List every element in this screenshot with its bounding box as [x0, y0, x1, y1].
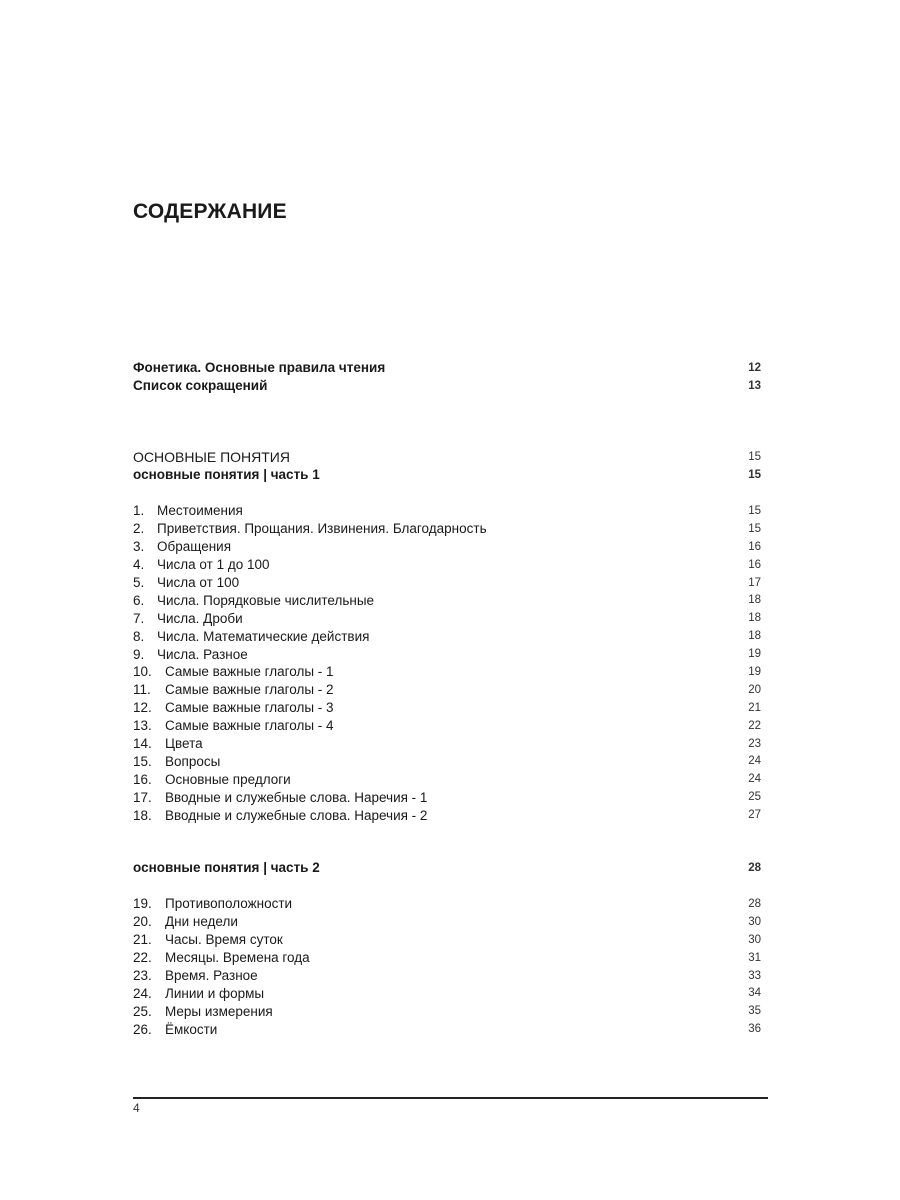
entry-number: 1.	[133, 503, 145, 519]
toc-entry[interactable]	[133, 681, 761, 699]
entry-label: Числа. Дроби	[157, 610, 243, 626]
page-title: СОДЕРЖАНИЕ	[133, 200, 287, 223]
entry-text	[133, 896, 292, 911]
entry-label: Числа. Разное	[157, 646, 248, 662]
entry-label: Вопросы	[165, 753, 221, 769]
entry-page: 15	[748, 504, 761, 517]
toc-entry[interactable]	[133, 931, 761, 949]
entry-label: Список сокращений	[133, 378, 268, 394]
entry-page: 17	[748, 576, 761, 589]
toc-entry[interactable]	[133, 735, 761, 753]
entry-text	[133, 754, 220, 769]
entry-label: Местоимения	[157, 503, 243, 519]
entry-label: Самые важные глаголы - 1	[165, 664, 334, 680]
entry-text	[133, 629, 369, 644]
entry-number: 4.	[133, 557, 145, 573]
entry-number: 8.	[133, 628, 145, 644]
entry-page: 21	[748, 701, 761, 714]
toc-entry[interactable]	[133, 770, 761, 788]
entry-label: Числа. Математические действия	[157, 628, 370, 644]
entry-page: 31	[748, 951, 761, 964]
entry-number: 25.	[133, 1003, 152, 1019]
entry-text	[133, 647, 248, 662]
toc-entry[interactable]	[133, 895, 761, 913]
toc-entry[interactable]	[133, 538, 761, 556]
entry-page: 27	[748, 809, 761, 822]
entry-label: Самые важные глаголы - 3	[165, 700, 334, 716]
part-label: основные понятия | часть 2	[133, 860, 320, 876]
entry-number: 12.	[133, 700, 152, 716]
entry-number: 2.	[133, 521, 145, 537]
entry-label: Дни недели	[165, 914, 238, 930]
entry-page: 30	[748, 915, 761, 928]
entry-page: 18	[748, 612, 761, 625]
entry-text	[133, 808, 427, 823]
entry-text	[133, 736, 203, 751]
entry-number: 23.	[133, 968, 152, 983]
toc-entry[interactable]	[133, 806, 761, 824]
entry-page: 34	[748, 987, 761, 1000]
toc-entry[interactable]	[133, 752, 761, 770]
entry-page: 23	[748, 737, 761, 750]
entry-page: 18	[748, 630, 761, 643]
entry-number: 15.	[133, 753, 152, 769]
entry-page: 12	[748, 361, 761, 374]
entry-number: 17.	[133, 789, 152, 805]
entry-text	[133, 575, 239, 590]
toc-entry[interactable]	[133, 788, 761, 806]
entry-page: 15	[748, 522, 761, 535]
toc-entry[interactable]	[133, 1020, 761, 1038]
entry-page: 19	[748, 665, 761, 678]
section-page: 15	[748, 450, 761, 463]
toc-entry[interactable]	[133, 627, 761, 645]
entry-text	[133, 539, 231, 554]
entry-page: 18	[748, 594, 761, 607]
toc-entry[interactable]	[133, 949, 761, 967]
entry-number: 11.	[133, 682, 151, 698]
entry-label: Основные предлоги	[165, 771, 291, 787]
entry-label: Числа от 100	[157, 575, 240, 590]
part-label: основные понятия | часть 1	[133, 467, 320, 483]
toc-entry[interactable]	[133, 645, 761, 663]
toc-entry-phonetics[interactable]	[133, 359, 761, 377]
entry-page: 19	[748, 648, 761, 661]
section-header-block	[133, 448, 761, 484]
entry-number: 21.	[133, 932, 152, 948]
entry-number: 22.	[133, 950, 152, 966]
entry-page: 25	[748, 791, 761, 804]
toc-entry[interactable]	[133, 591, 761, 609]
entry-number: 3.	[133, 539, 145, 555]
entry-label: Обращения	[157, 539, 232, 555]
entry-label: Часы. Время суток	[165, 932, 283, 948]
entry-text	[133, 772, 291, 787]
entry-page: 20	[748, 683, 761, 696]
entry-text	[133, 790, 427, 805]
entry-text	[133, 503, 243, 518]
toc-entry[interactable]	[133, 574, 761, 592]
entry-number: 16.	[133, 771, 152, 787]
toc-entry[interactable]	[133, 913, 761, 931]
intro-entries	[133, 359, 761, 395]
entry-label: Вводные и служебные слова. Наречия - 2	[165, 807, 428, 823]
entry-page: 24	[748, 755, 761, 768]
entry-text	[133, 682, 334, 697]
toc-entry[interactable]	[133, 967, 761, 985]
toc-entry[interactable]	[133, 520, 761, 538]
part-page: 15	[748, 468, 761, 481]
entry-number: 9.	[133, 646, 145, 662]
entry-page: 30	[748, 933, 761, 946]
entry-text	[133, 664, 334, 679]
page-number: 4	[133, 1101, 140, 1115]
entry-number: 5.	[133, 575, 145, 590]
entry-text	[133, 950, 310, 965]
entry-number: 24.	[133, 985, 152, 1001]
entry-number: 13.	[133, 718, 152, 734]
entry-label: Числа. Порядковые числительные	[157, 592, 375, 608]
entry-label: Приветствия. Прощания. Извинения. Благодарность	[157, 521, 487, 537]
part1-entries	[133, 502, 761, 824]
entry-page: 13	[748, 379, 761, 392]
entry-label: Самые важные глаголы - 2	[165, 682, 334, 698]
entry-label: Ёмкости	[165, 1021, 218, 1037]
entry-page: 16	[748, 558, 761, 571]
toc-part1-heading[interactable]	[133, 466, 761, 484]
entry-label: Меры измерения	[165, 1003, 273, 1019]
entry-number: 7.	[133, 610, 145, 626]
entry-label: Цвета	[165, 736, 203, 752]
entry-text	[133, 521, 487, 536]
entry-label: Время. Разное	[165, 968, 258, 983]
entry-label: Месяцы. Времена года	[165, 950, 310, 966]
entry-text	[133, 700, 334, 715]
toc-part2-heading[interactable]	[133, 859, 761, 877]
toc-entry[interactable]	[133, 984, 761, 1002]
entry-number: 10.	[133, 664, 152, 680]
entry-text	[133, 557, 270, 572]
toc-entry-abbreviations[interactable]	[133, 377, 761, 395]
toc-entry[interactable]	[133, 699, 761, 717]
entry-number: 6.	[133, 592, 145, 608]
entry-page: 36	[748, 1023, 761, 1036]
entry-text	[133, 611, 243, 626]
entry-label: Самые важные глаголы - 4	[165, 718, 334, 734]
toc-section-heading[interactable]	[133, 448, 761, 466]
entry-number: 18.	[133, 807, 152, 823]
toc-entry[interactable]	[133, 1002, 761, 1020]
part-page: 28	[748, 861, 761, 874]
entry-number: 14.	[133, 736, 152, 752]
entry-page: 33	[748, 969, 761, 982]
toc-entry[interactable]	[133, 663, 761, 681]
toc-entry[interactable]	[133, 502, 761, 520]
entry-text	[133, 718, 334, 733]
entry-text	[133, 593, 374, 608]
entry-text	[133, 914, 238, 929]
toc-entry[interactable]	[133, 556, 761, 574]
entry-text	[133, 986, 264, 1001]
toc-entry[interactable]	[133, 717, 761, 735]
entry-text	[133, 932, 283, 947]
footer-divider	[133, 1097, 768, 1099]
entry-page: 24	[748, 773, 761, 786]
entry-label: Числа от 1 до 100	[157, 557, 270, 573]
entry-text	[133, 1022, 217, 1037]
entry-number: 26.	[133, 1021, 152, 1037]
part2-header-block	[133, 859, 761, 877]
entry-page: 35	[748, 1005, 761, 1018]
entry-number: 19.	[133, 896, 152, 912]
part2-entries	[133, 895, 761, 1038]
entry-text	[133, 968, 258, 983]
entry-number: 20.	[133, 914, 152, 930]
entry-label: Противоположности	[165, 896, 293, 912]
entry-page: 28	[748, 897, 761, 910]
entry-text	[133, 1004, 273, 1019]
entry-label: Вводные и служебные слова. Наречия - 1	[165, 789, 428, 805]
entry-page: 16	[748, 540, 761, 553]
entry-label: Фонетика. Основные правила чтения	[133, 360, 386, 376]
entry-page: 22	[748, 719, 761, 732]
section-label: ОСНОВНЫЕ ПОНЯТИЯ	[133, 448, 290, 465]
toc-entry[interactable]	[133, 609, 761, 627]
entry-label: Линии и формы	[165, 985, 265, 1001]
